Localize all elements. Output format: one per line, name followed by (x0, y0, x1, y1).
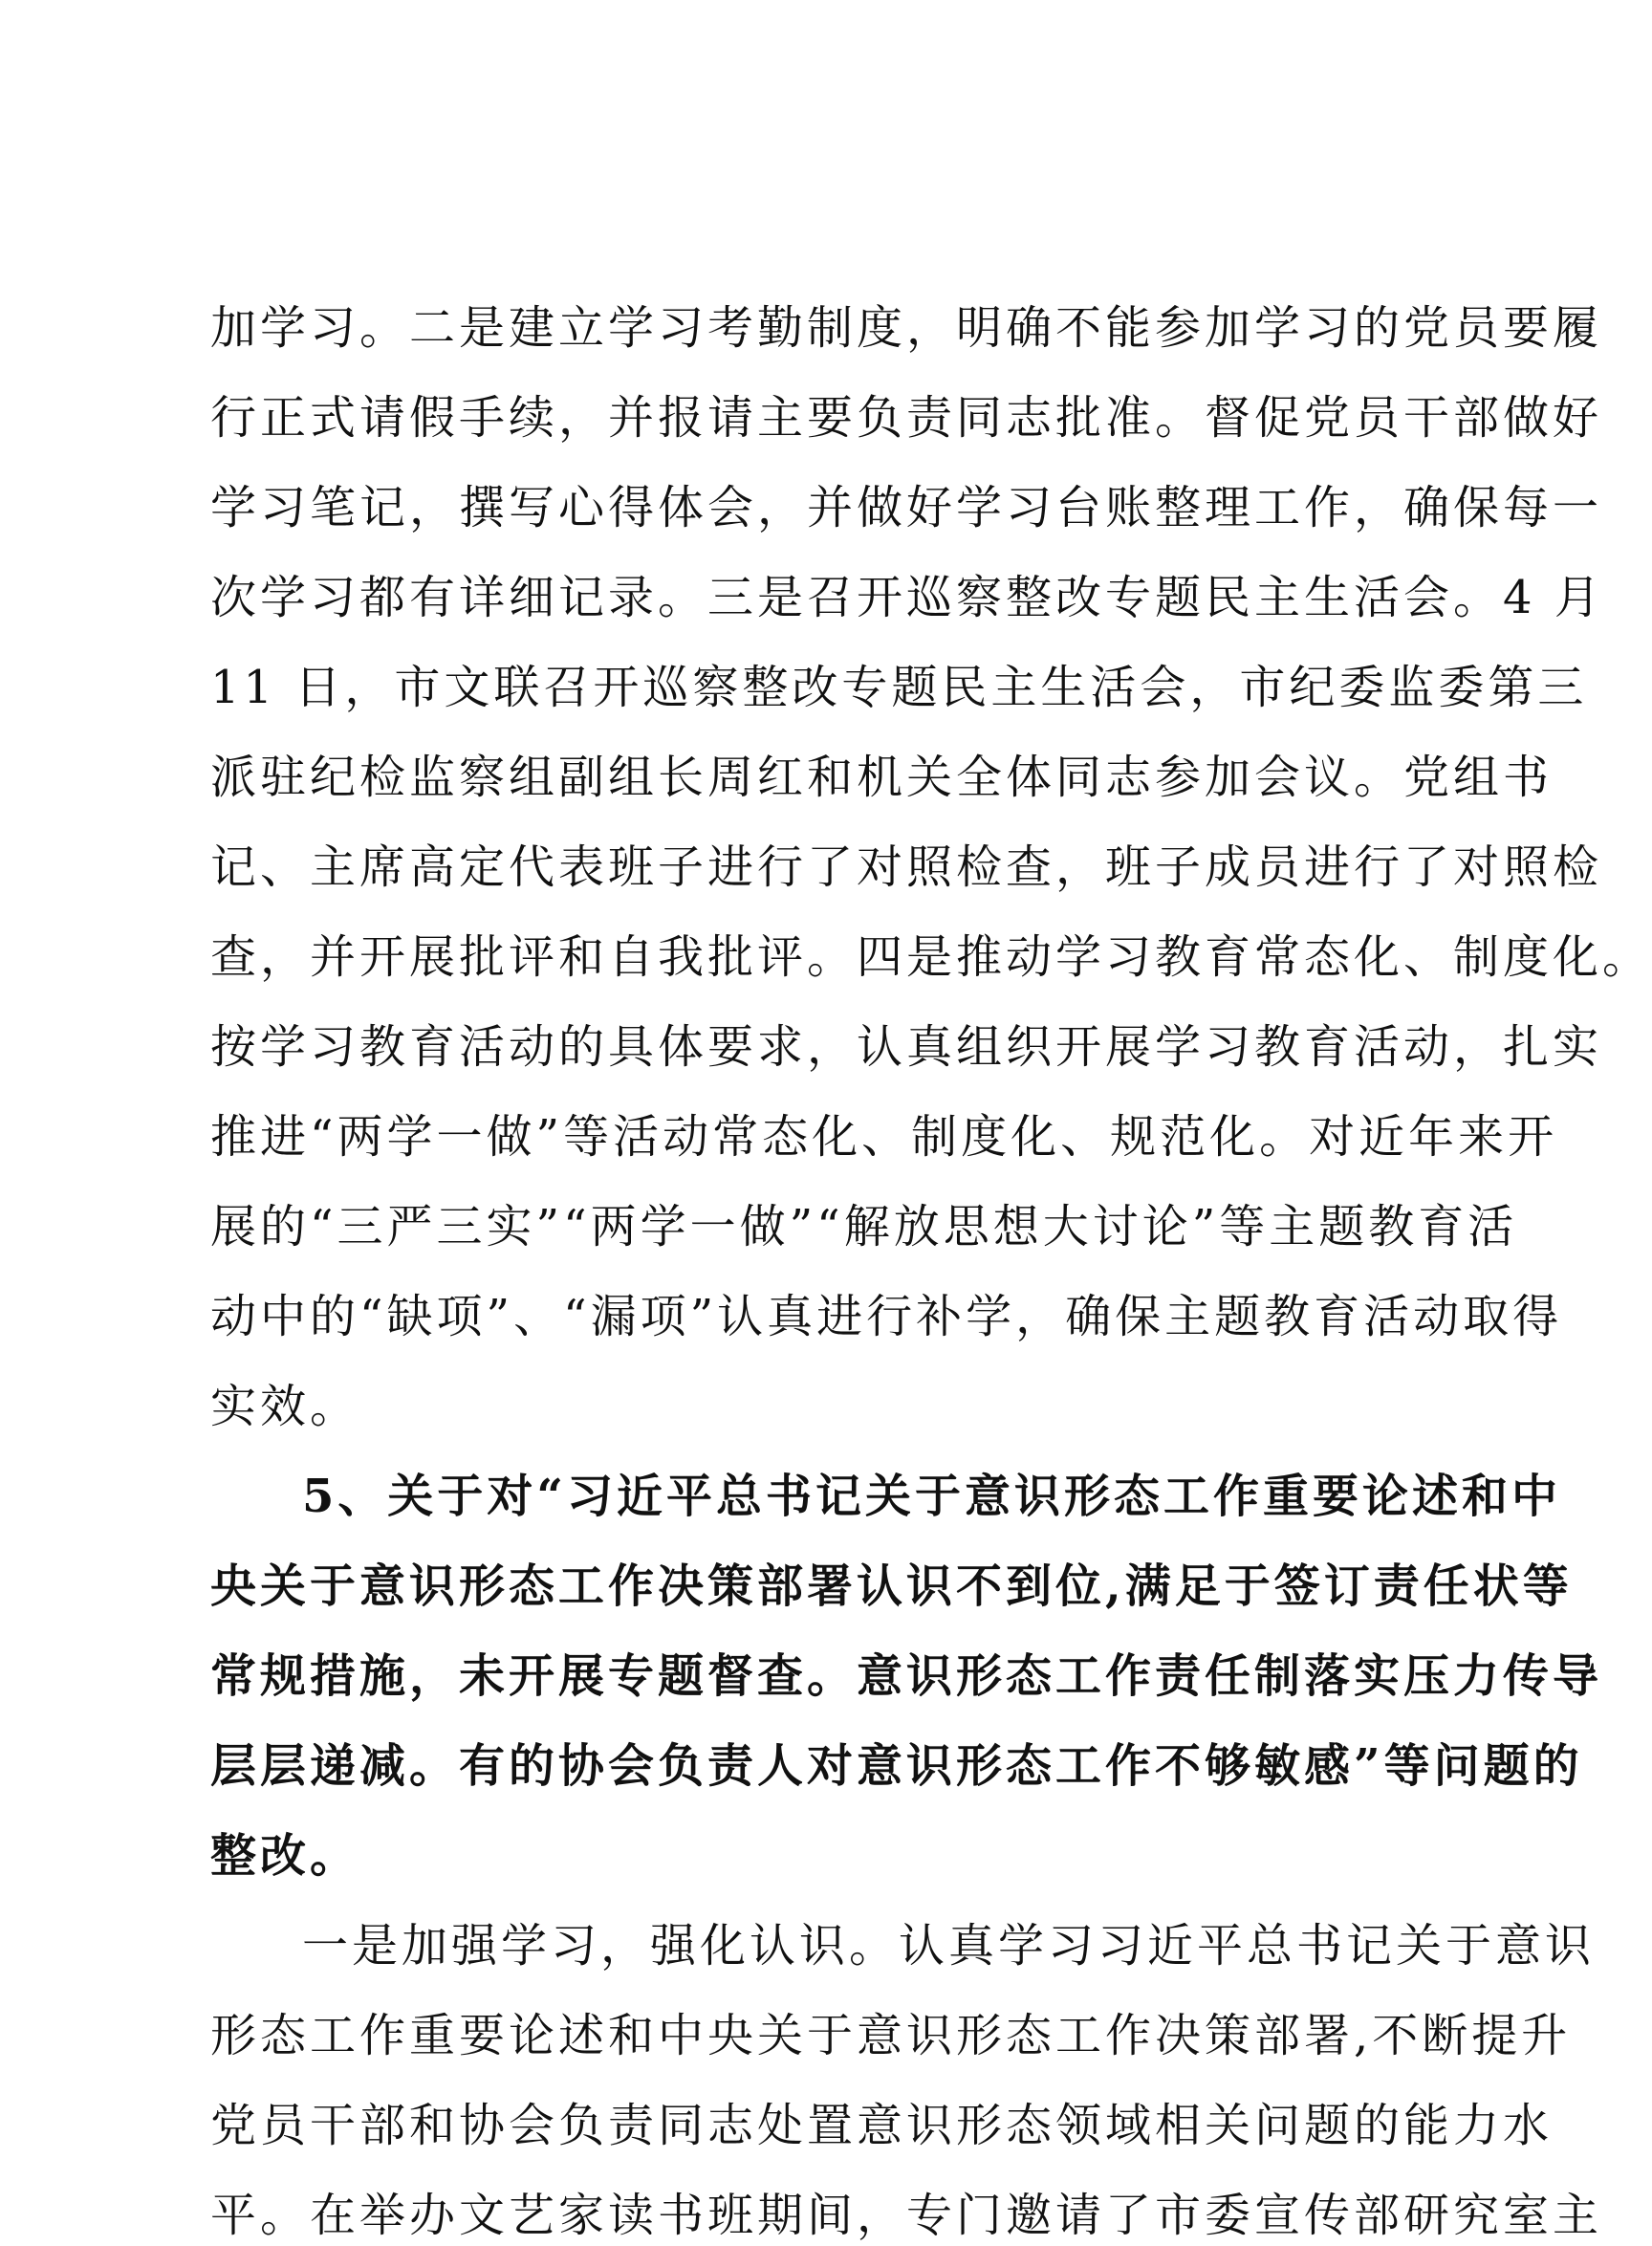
paragraph-line-7: 记、主席高定代表班子进行了对照检查，班子成员进行了对照检 (210, 840, 1603, 894)
paragraph-line-3: 学习笔记，撰写心得体会，并做好学习台账整理工作，确保每一 (210, 481, 1603, 534)
heading-line-3: 常规措施，未开展专题督查。意识形态工作责任制落实压力传导 (210, 1649, 1603, 1703)
body-line-4: 平。在举办文艺家读书班期间，专门邀请了市委宣传部研究室主 (210, 2189, 1603, 2242)
paragraph-line-13: 实效。 (210, 1380, 360, 1433)
paragraph-line-11: 展的“三严三实”“两学一做”“解放思想大讨论”等主题教育活 (210, 1200, 1518, 1254)
paragraph-line-5: 11 日，市文联召开巡察整改专题民主生活会，市纪委监委第三 (210, 661, 1588, 714)
paragraph-line-12: 动中的“缺项”、“漏项”认真进行补学，确保主题教育活动取得 (210, 1290, 1563, 1343)
body-line-1: 一是加强学习，强化认识。认真学习习近平总书记关于意识 (302, 1919, 1596, 1973)
heading-line-5: 整改。 (210, 1829, 360, 1883)
paragraph-line-2: 行正式请假手续，并报请主要负责同志批准。督促党员干部做好 (210, 391, 1603, 445)
paragraph-line-10: 推进“两学一做”等活动常态化、制度化、规范化。对近年来开 (210, 1110, 1558, 1164)
body-line-2: 形态工作重要论述和中央关于意识形态工作决策部署,不断提升 (210, 2009, 1572, 2062)
body-line-3: 党员干部和协会负责同志处置意识形态领域相关问题的能力水 (210, 2099, 1554, 2152)
paragraph-line-9: 按学习教育活动的具体要求，认真组织开展学习教育活动，扎实 (210, 1020, 1603, 1074)
paragraph-line-8: 查，并开展批评和自我批评。四是推动学习教育常态化、制度化。 (210, 930, 1652, 984)
heading-line-4: 层层递减。有的协会负责人对意识形态工作不够敏感”等问题的 (210, 1739, 1583, 1793)
heading-line-1: 5、关于对“习近平总书记关于意识形态工作重要论述和中 (302, 1470, 1562, 1523)
paragraph-line-4: 次学习都有详细记录。三是召开巡察整改专题民主生活会。4 月 (210, 571, 1604, 624)
paragraph-line-1: 加学习。二是建立学习考勤制度，明确不能参加学习的党员要履 (210, 301, 1603, 355)
paragraph-line-6: 派驻纪检监察组副组长周红和机关全体同志参加会议。党组书 (210, 751, 1554, 804)
heading-line-2: 央关于意识形态工作决策部署认识不到位,满足于签订责任状等 (210, 1559, 1573, 1613)
